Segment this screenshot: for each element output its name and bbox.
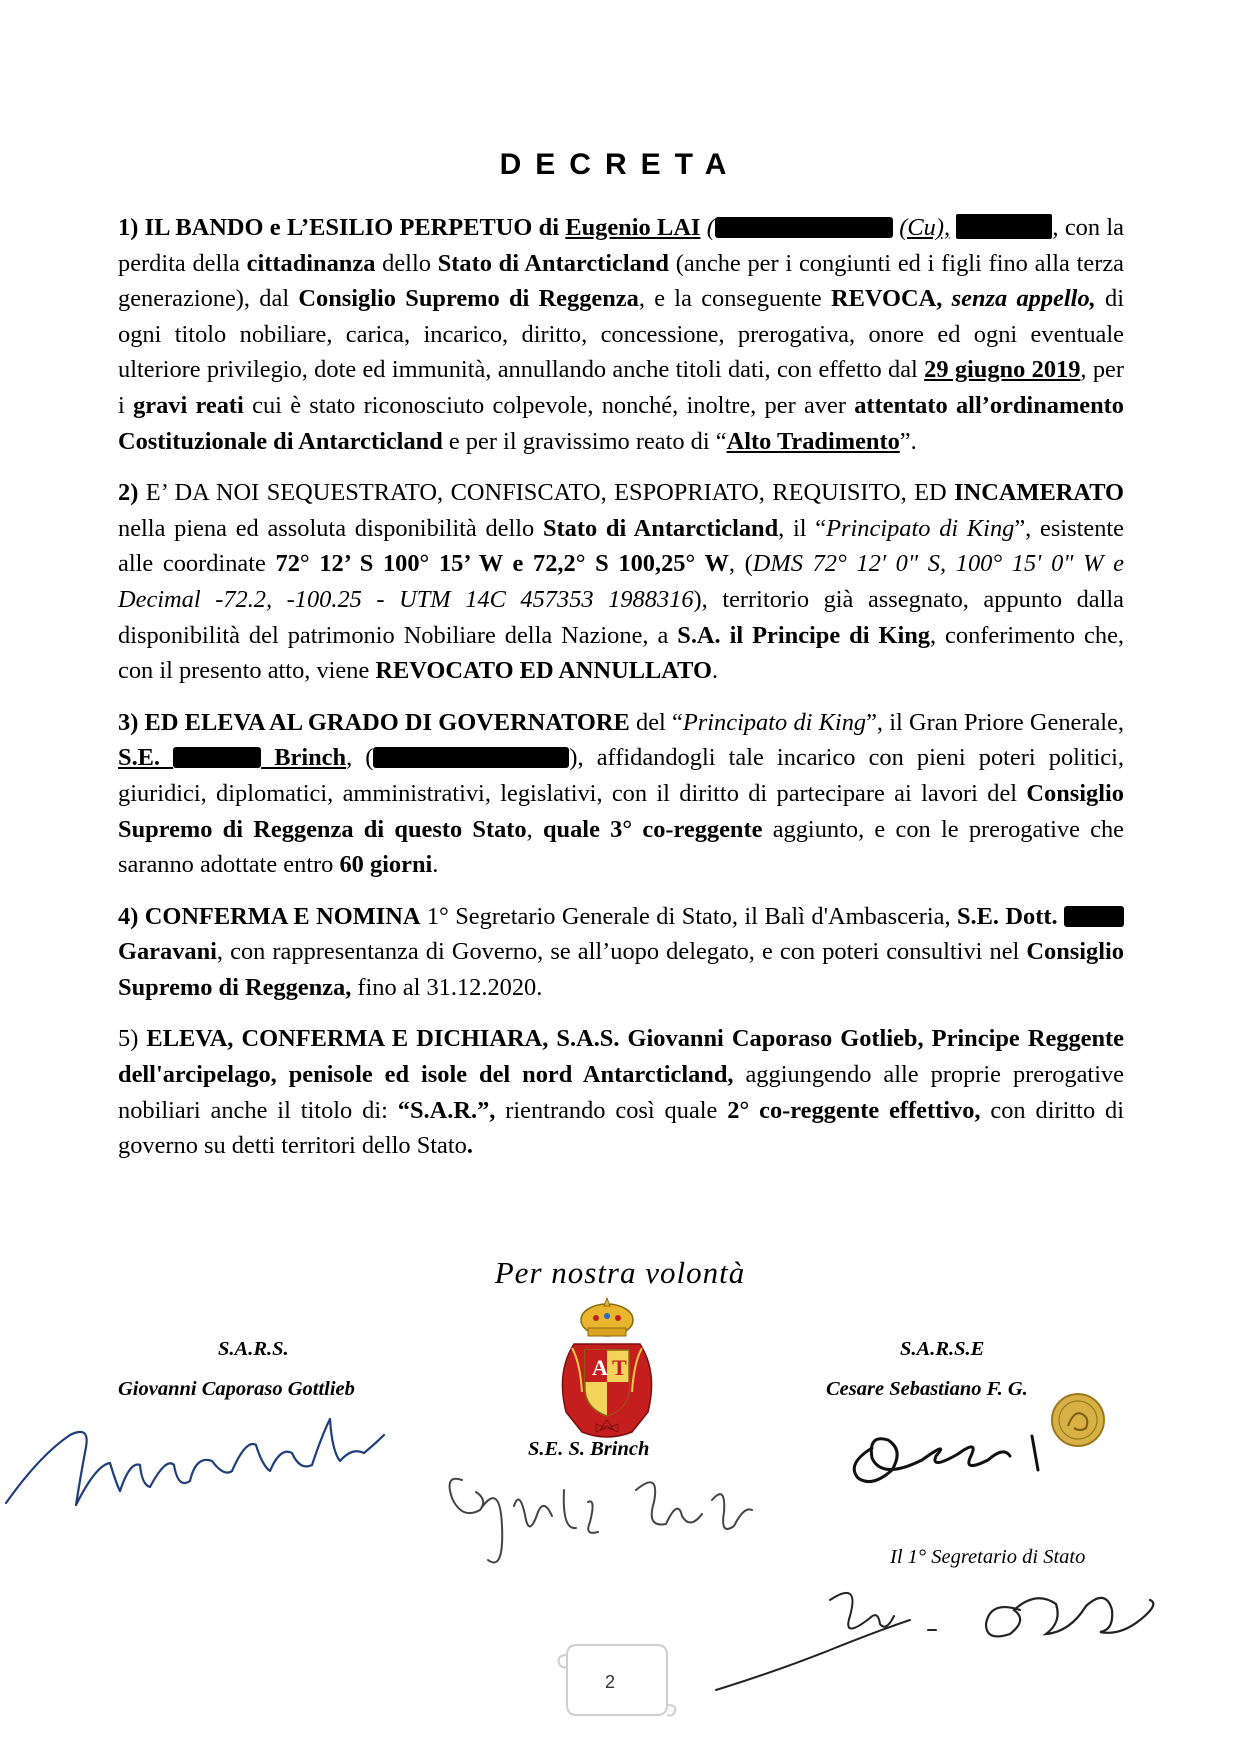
redacted-birthplace: [715, 217, 893, 238]
closing-formula: Per nostra volontà: [494, 1255, 746, 1290]
left-signatory-title: S.A.R.S.: [218, 1338, 289, 1360]
decree-body: [118, 210, 1124, 1180]
redacted-birth-info: [373, 747, 569, 768]
article-5: 5) ELEVA, CONFERMA E DICHIARA, S.A.S. Giovanni Caporaso Gotlieb, Principe Reggente dell'arcipelago, penisole ed isole del nord Antarcticland, aggiungendo alle proprie prerogative nobiliari anche il titolo di: “S.A.R.”, rientrando così quale 2° co-reggente effettivo, con diritto di governo su detti territori dello Stato.: [118, 1025, 1125, 1160]
effective-date: 29 giugno 2019: [924, 356, 1081, 384]
right-signatory-title: S.A.R.S.E: [900, 1338, 985, 1360]
redacted-birthdate: [956, 214, 1052, 239]
left-signatory-name: Giovanni Caporaso Gottlieb: [118, 1378, 355, 1400]
svg-text:T: T: [612, 1355, 627, 1380]
article-4: 4) CONFERMA E NOMINA 1° Segretario Generale di Stato, il Balì d'Ambasceria, S.E. Dott. Garavani, con rappresentanza di Governo, se all’uopo delegato, e con poteri consultivi nel Consiglio Supremo di Reggenza, fino al 31.12.2020.: [118, 902, 1124, 1001]
decree-heading: DECRETA: [499, 148, 741, 181]
redacted-first-name: [173, 747, 261, 768]
article-1: 1) IL BANDO e L’ESILIO PERPETUO di Eugenio LAI ( (Cu), , con la perdita della cittadinanza dello Stato di Antarcticland (anche per i congiunti ed i figli fino alla terza generazione), dal Consiglio Supremo di Reggenza, e la conseguente REVOCA, senza appello, di ogni titolo nobiliare, carica, incarico, diritto, concessione, prerogativa, onore ed ogni eventuale ulteriore privilegio, dote ed immunità, annullando anche titoli dati, con effetto dal 29 giugno 2019, per i gravi reati cui è stato riconosciuto colpevole, nonché, inoltre, per aver attentato all’ordinamento Costituzionale di Antarcticland e per il gravissimo reato di “Alto Tradimento”.: [118, 214, 1124, 455]
right-signatory-name: Cesare Sebastiano F. G.: [826, 1378, 1028, 1400]
page-number: 2: [604, 1672, 615, 1692]
coordinates: 72° 12’ S 100° 15’ W e 72,2° S 100,25° W: [275, 550, 729, 578]
secretary-signature-scrawl: [710, 1560, 1180, 1700]
article-2: 2) E’ DA NOI SEQUESTRATO, CONFISCATO, ESPOPRIATO, REQUISITO, ED INCAMERATO nella piena ed assoluta disponibilità dello Stato di Antarcticland, il “Principato di King”, esistente alle coordinate 72° 12’ S 100° 15’ W e 72,2° S 100,25° W, (DMS 72° 12' 0" S, 100° 15' 0" W e Decimal -72.2, -100.25 - UTM 14C 457353 1988316), territorio già assegnato, appunto dalla disponibilità del patrimonio Nobiliare della Nazione, a S.A. il Principe di King, conferimento che, con il presento atto, viene REVOCATO ED ANNULLATO.: [118, 479, 1125, 685]
center-signatory-name: S.E. S. Brinch: [528, 1438, 650, 1460]
secretary-title: Il 1° Segretario di Stato: [890, 1546, 1086, 1568]
left-signature-scrawl: [0, 1395, 420, 1535]
svg-text:A: A: [592, 1355, 608, 1380]
right-signature-scrawl: [832, 1400, 1062, 1490]
banished-person-name: Eugenio LAI: [565, 214, 701, 241]
coat-of-arms-icon: [552, 1292, 662, 1442]
redacted-first-name: [1064, 906, 1124, 927]
article-3: 3) ED ELEVA AL GRADO DI GOVERNATORE del “Principato di King”, il Gran Priore Generale, S.E. Brinch, ( ), affidandogli tale incarico con pieni poteri politici, giuridici, diplomatici, amministrativi, legislativi, con il diritto di partecipare ai lavori del Consiglio Supremo di Reggenza di questo Stato, quale 3° co-reggente aggiunto, e con le prerogative che saranno adottate entro 60 giorni.: [118, 708, 1125, 879]
